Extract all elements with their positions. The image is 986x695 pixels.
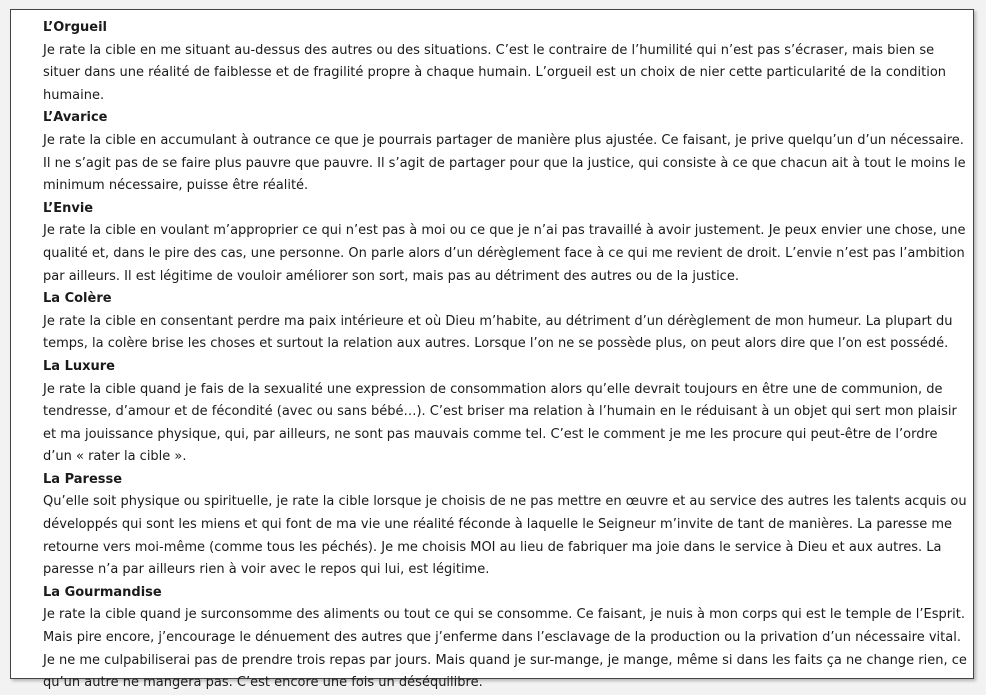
document-frame bbox=[10, 9, 974, 691]
section-avarice bbox=[43, 107, 969, 197]
section-paresse bbox=[43, 469, 969, 582]
section-title: L’Orgueil bbox=[43, 20, 107, 35]
section-title: L’Avarice bbox=[43, 110, 108, 126]
section-body: Je rate la cible en me situant au-dessus des autres ou des situations. C’est le contraire de l’humilité qui n’est pas s’écraser, mais bien se situer dans une réalité de faiblesse et de fragilité propre à chaque humain. L’orgueil est un choix de nier cette particularité de la condition humaine. bbox=[43, 42, 947, 103]
section-title: La Luxure bbox=[43, 358, 115, 374]
section-body: Je rate la cible en consentant perdre ma paix intérieure et où Dieu m’habite, au détriment d’un dérèglement de mon humeur. La plupart du temps, la colère brise les choses et surtout la relation aux autres. Lorsque l’on ne se possède plus, on peut alors dire que l’on est possédé. bbox=[43, 313, 953, 352]
section-body: Je rate la cible quand je surconsomme des aliments ou tout ce qui se consomme. Ce faisant, je nuis à mon corps qui est le temple de l’Esprit. Mais pire encore, j’encourage le dénuement des autres que j’enferme dans l’esclavage de la production ou la privation d’un nécessaire vital. Je ne me culpabiliserai pas de prendre trois repas par jours. Mais quand je sur-mange, je mange, même si dans les faits ça ne change rien, ce qu’un autre ne mangera pas. C’est encore une fois un déséquilibre. bbox=[43, 607, 967, 691]
section-colere bbox=[43, 288, 969, 356]
section-envie bbox=[43, 198, 969, 288]
section-orgueil bbox=[43, 17, 969, 107]
section-title: La Colère bbox=[43, 291, 112, 307]
section-body: Je rate la cible en accumulant à outrance ce que je pourrais partager de manière plus ajustée. Ce faisant, je prive quelqu’un d’un nécessaire. Il ne s’agit pas de se faire plus pauvre que pauvre. Il s’agit de partager pour que la justice, qui consiste à ce que chacun ait à tout le moins le minimum nécessaire, puisse être réalité. bbox=[43, 132, 966, 194]
section-title: L’Envie bbox=[43, 200, 94, 216]
section-title: La Gourmandise bbox=[43, 584, 162, 600]
section-body: Je rate la cible quand je fais de la sexualité une expression de consommation alors qu’elle devrait toujours en être une de communion, de tendresse, d’amour et de fécondité (avec ou sans bébé…). C’est briser ma relation à l’humain en le réduisant à un objet qui sert mon plaisir et ma jouissance physique, qui, par ailleurs, ne sont pas mauvais comme tel. C’est le comment je me les procure qui peut-être de l’ordre d’un « rater la cible ». bbox=[43, 381, 957, 465]
section-body: Je rate la cible en voulant m’approprier ce qui n’est pas à moi ou ce que je n’ai pas travaillé à avoir justement. Je peux envier une chose, une qualité et, dans le pire des cas, une personne. On parle alors d’un dérèglement face à ce qui me revient de droit. L’envie n’est pas l’ambition par ailleurs. Il est légitime de vouloir améliorer son sort, mais pas au détriment des autres ou de la justice. bbox=[43, 223, 966, 284]
section-luxure bbox=[43, 356, 969, 469]
section-gourmandise bbox=[43, 582, 969, 695]
document-content bbox=[43, 17, 969, 695]
section-body: Qu’elle soit physique ou spirituelle, je rate la cible lorsque je choisis de ne pas mettre en œuvre et au service des autres les talents acquis ou développés qui sont les miens et qui font de ma vie une réalité féconde à laquelle le Seigneur m’invite de tant de manières. La paresse me retourne vers moi-même (comme tous les péchés). Je me choisis MOI au lieu de fabriquer ma joie dans le service à Dieu et aux autres. La paresse n’a par ailleurs rien à voir avec le repos qui lui, est légitime. bbox=[43, 494, 967, 578]
section-title: La Paresse bbox=[43, 471, 123, 487]
